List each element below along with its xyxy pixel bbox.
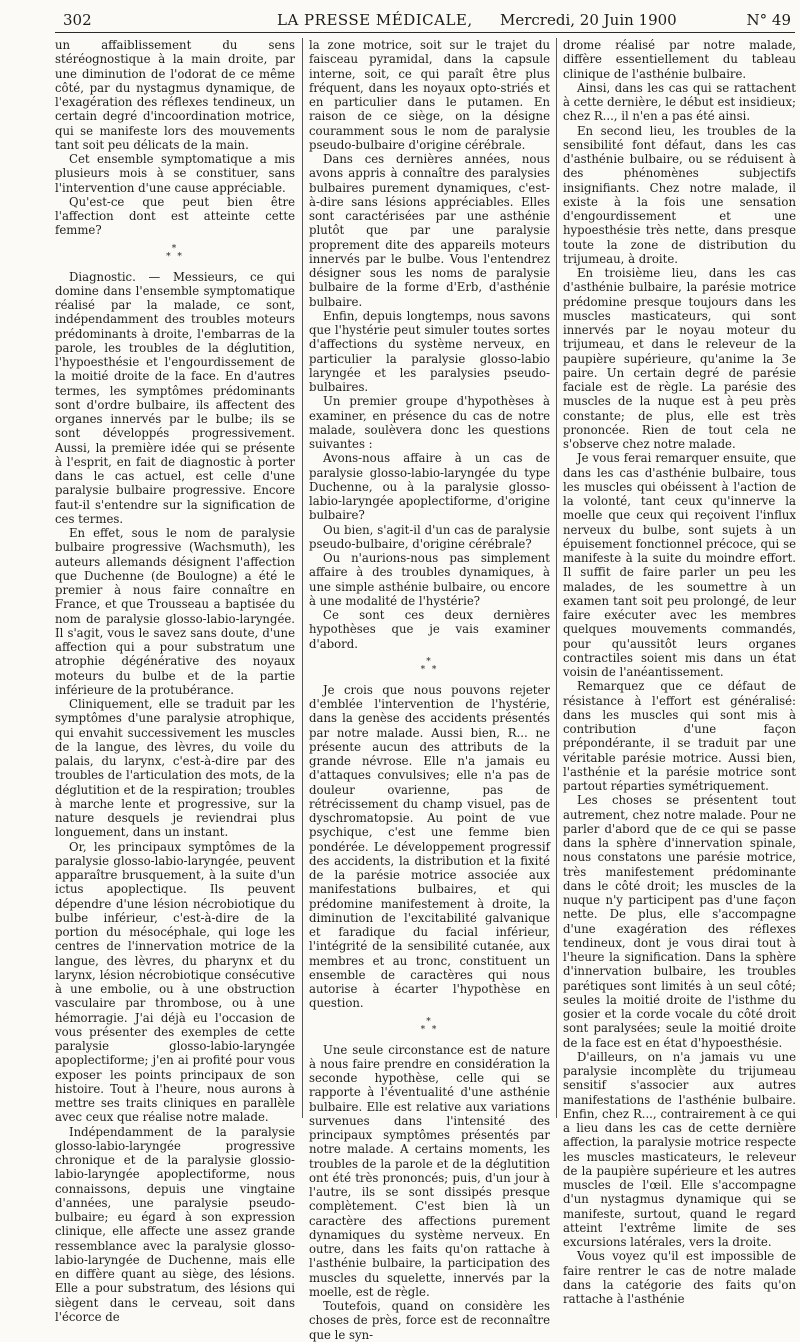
text-column-1 (55, 38, 295, 1324)
column-rule (302, 38, 303, 1118)
section-asterism: * * * (420, 1016, 439, 1035)
paragraph: Une seule circonstance est de nature à nous faire prendre en considération la seconde hypothèse, celle qui se rapporte à l'éventualité d'une asthénie bulbaire. Elle est relative aux variations survenues dans l'intensité des principaux symptômes présentés par notre malade. A certains moments, les troubles de la parole et de la déglutition ont été très prononcés; puis, d'un jour à l'autre, ils se sont dissipés presque complètement. C'est bien là un caractère des affections purement dynamiques du système nerveux. En outre, dans les faits qu'on rattache à l'asthénie bulbaire, la participation des muscles du squelette, innervés par la moelle, est de règle. (309, 1042, 550, 1299)
paragraph: drome réalisé par notre malade, diffère essentiellement du tableau clinique de l'asthénie bulbaire. (563, 38, 796, 81)
paragraph: En troisième lieu, dans les cas d'asthénie bulbaire, la parésie motrice prédomine presque toujours dans les muscles masticateurs, qui sont innervés par le noyau moteur du trijumeau, et dans le releveur de la paupière supérieure, qu'anime la 3e paire. Un certain degré de parésie faciale est de règle. La parésie des muscles de la nuque est à peu près constante; de plus, elle est très prononcée. Rien de tout cela ne s'observe chez notre malade. (563, 266, 796, 451)
paragraph: En second lieu, les troubles de la sensibilité font défaut, dans les cas d'asthénie bulbaire, ou se réduisent à des phénomènes subjectifs insignifiants. Chez notre malade, il existe à la fois une sensation d'engourdissement et une hypoesthésie très nette, dans presque toute la zone de distribution du trijumeau, à droite. (563, 123, 796, 266)
paragraph: Ou bien, s'agit-il d'un cas de paralysie pseudo-bulbaire, d'origine cérébrale? (309, 522, 550, 551)
paragraph: Diagnostic. — Messieurs, ce qui domine dans l'ensemble symptomatique réalisé par la malade, ce sont, indépendamment des troubles moteurs prédominants à droite, l'embarras de la parole, les troubles de la déglutition, l'hypoesthésie et l'engourdissement de la moitié droite de la face. En d'autres termes, les symptômes prédominants sont d'ordre bulbaire, ils affectent des organes innervés par le bulbe; ils se sont développés progressivement. Aussi, la première idée qui se présente à l'esprit, en fait de diagnostic à porter dans le cas actuel, est celle d'une paralysie bulbaire progressive. Encore faut-il s'entendre sur la signification de ces termes. (55, 269, 295, 526)
paragraph: Remarquez que ce défaut de résistance à l'effort est généralisé: dans les muscles qui sont mis à contribution d'une façon prépondérante, il se traduit par une véritable parésie motrice. Aussi bien, l'asthénie et la parésie motrice sont partout réparties symétriquement. (563, 679, 796, 793)
paragraph: la zone motrice, soit sur le trajet du faisceau pyramidal, dans la capsule interne, soit, ce qui paraît être plus fréquent, dans les noyaux opto-striés et en particulier dans le putamen. En raison de ce siège, on la désigne couramment sous le nom de paralysie pseudo-bulbaire d'origine cérébrale. (309, 38, 550, 152)
column-rule (556, 38, 557, 1118)
issue-date: Mercredi, 20 Juin 1900 (500, 11, 677, 29)
issue-number: N° 49 (746, 11, 791, 29)
paragraph: Vous voyez qu'il est impossible de faire rentrer le cas de notre malade dans la catégorie des faits qu'on rattache à l'asthénie (563, 1249, 796, 1306)
section-asterism: * * * (166, 243, 184, 262)
text-column-3 (563, 38, 796, 1306)
paragraph: D'ailleurs, on n'a jamais vu une paralysie incomplète du trijumeau sensitif s'associer aux autres manifestations de l'asthénie bulbaire. Enfin, chez R..., contrairement à ce qui a lieu dans les cas de cette dernière affection, la paralysie motrice respecte les muscles masticateurs, le releveur de la paupière supérieure et les autres muscles de l'œil. Elle s'accompagne d'un nystagmus dynamique qui se manifeste, surtout, quand le regard atteint l'extrême limite de ses excursions latérales, vers la droite. (563, 1049, 796, 1249)
paragraph: Ainsi, dans les cas qui se rattachent à cette dernière, le début est insidieux; chez R..., il n'en a pas été ainsi. (563, 80, 796, 124)
paragraph: Les choses se présentent tout autrement, chez notre malade. Pour ne parler d'abord que de ce qui se passe dans la sphère d'innervation spinale, nous constatons une parésie motrice, très manifestement prédominante dans le côté droit; les muscles de la nuque n'y participent pas d'une façon nette. De plus, elle s'accompagne d'une exagération des réflexes tendineux, dont je vous dirai tout à l'heure la signification. Dans la sphère d'innervation bulbaire, les troubles parétiques sont limités à un seul côté; seules la moitié droite de l'isthme du gosier et la corde vocale du côté droit sont paralysées; seule la moitié droite de la face est en état d'hypoesthésie. (563, 793, 796, 1050)
paragraph: Toutefois, quand on considère les choses de près, force est de reconnaître que le syn- (309, 1299, 550, 1342)
paragraph: Enfin, depuis longtemps, nous savons que l'hystérie peut simuler toutes sortes d'affections du système nerveux, en particulier la paralysie glosso-labio laryngée et les paralysies pseudo-bulbaires. (309, 308, 550, 394)
paragraph: Dans ces dernières années, nous avons appris à connaître des paralysies bulbaires purement dynamiques, c'est-à-dire sans lésions appréciables. Elles sont caractérisées par une asthénie plutôt que par une paralysie proprement dite des appareils moteurs innervés par le bulbe. Vous l'entendrez désigner sous les noms de paralysie bulbaire de la forme d'Erb, d'asthénie bulbaire. (309, 152, 550, 309)
page-number: 302 (63, 11, 92, 29)
paragraph: Avons-nous affaire à un cas de paralysie glosso-labio-laryngée du type Duchenne, ou à la paralysie glosso-labio-laryngée apoplectiforme, d'origine bulbaire? (309, 451, 550, 523)
paragraph: Indépendamment de la paralysie glosso-labio-laryngée progressive chronique et de la paralysie glossio-labio-laryngée apoplectiforme, nous connaissons, depuis une vingtaine d'années, une paralysie pseudo-bulbaire; eu égard à son expression clinique, elle affecte une assez grande ressemblance avec la paralysie glosso-labio-laryngée de Duchenne, mais elle en diffère quant au siège, des lésions. Elle a pour substratum, des lésions qui siègent dans le cerveau, soit dans l'écorce de (55, 1124, 295, 1324)
paragraph: un affaiblissement du sens stéréognostique à la main droite, par une diminution de l'odorat de ce même côté, par du nystagmus dynamique, de l'exagération des réflexes tendineux, un certain degré d'incoordination motrice, qui se manifeste lors des mouvements tant soit peu délicats de la main. (55, 38, 295, 152)
paragraph: En effet, sous le nom de paralysie bulbaire progressive (Wachsmuth), les auteurs allemands désignent l'affection que Duchenne (de Boulogne) a été le premier à nous faire connaître en France, et que Trousseau a baptisée du nom de paralysie glosso-labio-laryngée. Il s'agit, vous le savez sans doute, d'une affection qui a pour substratum une atrophie dégénérative des noyaux moteurs du bulbe et de la partie inférieure de la protubérance. (55, 526, 295, 697)
section-asterism: * * * (420, 656, 439, 675)
paragraph: Or, les principaux symptômes de la paralysie glosso-labio-laryngée, peuvent apparaître brusquement, à la suite d'un ictus apoplectique. Ils peuvent dépendre d'une lésion nécrobiotique du bulbe inférieur, c'est-à-dire de la portion du mésocéphale, qui loge les centres de l'innervation motrice de la langue, des lèvres, du pharynx et du larynx, lésion nécrobiotique consécutive à une embolie, ou à une obstruction vasculaire par thrombose, ou à une hémorragie. J'ai déjà eu l'occasion de vous présenter des exemples de cette paralysie glosso-labio-laryngée apoplectiforme; j'en ai profité pour vous exposer les points principaux de son histoire. Tout à l'heure, nous aurons à mettre ses traits cliniques en parallèle avec ceux que réalise notre malade. (55, 839, 295, 1125)
paragraph: Cliniquement, elle se traduit par les symptômes d'une paralysie atrophique, qui envahit successivement les muscles de la langue, des lèvres, du voile du palais, du larynx, c'est-à-dire par des troubles de l'articulation des mots, de la déglutition et de la respiration; troubles à marche lente et progressive, sur la nature desquels je reviendrai plus longuement, dans un instant. (55, 697, 295, 840)
paragraph: Qu'est-ce que peut bien être l'affection dont est atteinte cette femme? (55, 194, 295, 238)
paragraph: Je vous ferai remarquer ensuite, que dans les cas d'asthénie bulbaire, tous les muscles qui obéissent à l'action de la volonté, tant ceux qu'innerve la moelle que ceux qui reçoivent l'influx nerveux du bulbe, sont sujets à un épuisement fonctionnel précoce, qui se manifeste à la suite du moindre effort. Il suffit de faire parler un peu les malades, de les soumettre à un examen tant soit peu prolongé, de leur faire exécuter avec les membres quelques mouvements commandés, pour qu'aussitôt leurs organes contractiles soient mis dans un état voisin de l'anéantissement. (563, 451, 796, 679)
paragraph: Ou n'aurions-nous pas simplement affaire à des troubles dynamiques, à une simple asthénie bulbaire, ou encore à une modalité de l'hystérie? (309, 551, 550, 608)
paragraph: Ce sont ces deux dernières hypothèses que je vais examiner d'abord. (309, 608, 550, 651)
journal-title: LA PRESSE MÉDICALE, (277, 11, 473, 29)
paragraph: Un premier groupe d'hypothèses à examiner, en présence du cas de notre malade, soulèvera donc les questions suivantes : (309, 394, 550, 451)
paragraph: Je crois que nous pouvons rejeter d'emblée l'intervention de l'hystérie, dans la genèse des accidents présentés par notre malade. Aussi bien, R... ne présente aucun des attributs de la grande névrose. Elle n'a jamais eu d'attaques convulsives; elle n'a pas de douleur ovarienne, pas de rétrécissement du champ visuel, pas de dyschromatopsie. Au point de vue psychique, c'est une femme bien pondérée. Le développement progressif des accidents, la distribution et la fixité de la parésie motrice associée aux manifestations bulbaires, et qui prédomine manifestement à droite, la diminution de l'excitabilité galvanique et faradique du facial inférieur, l'intégrité de la sensibilité cutanée, aux membres et au tronc, constituent un ensemble de caractères qui nous autorise à écarter l'hypothèse en question. (309, 682, 550, 1011)
running-header (55, 8, 795, 33)
text-column-2 (309, 38, 550, 1342)
paragraph: Cet ensemble symptomatique a mis plusieurs mois à se constituer, sans l'intervention d'une cause appréciable. (55, 152, 295, 195)
